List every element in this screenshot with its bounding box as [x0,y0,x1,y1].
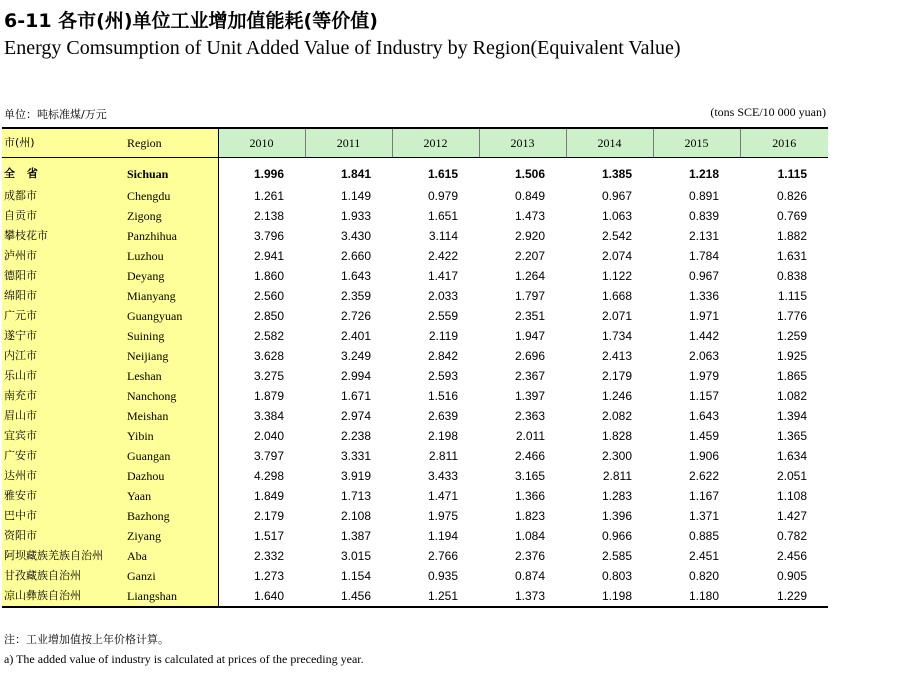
row-value: 1.385 [601,167,632,181]
row-value: 2.063 [688,349,719,363]
table-row [2,386,828,406]
row-value: 2.811 [602,469,632,483]
table-row [2,526,828,546]
row-value: 1.882 [776,229,807,243]
row-value: 0.782 [776,529,807,543]
row-value: 2.542 [601,229,632,243]
table-row [2,466,828,486]
row-value: 2.363 [514,409,545,423]
row-city-cn: 巴中市 [2,506,127,526]
row-value: 3.433 [427,469,458,483]
page-title-en: Energy Comsumption of Unit Added Value of Industry by Region(Equivalent Value) [4,37,681,59]
table-row [2,506,828,526]
row-city-cn: 广元市 [2,306,127,326]
row-value: 2.131 [688,229,719,243]
row-region-en: Panzhihua [127,226,218,246]
row-value: 1.251 [392,586,479,607]
row-value: 1.925 [776,349,807,363]
row-value: 1.115 [777,289,807,303]
row-value: 2.071 [601,309,632,323]
row-value: 1.108 [776,489,807,503]
row-value: 1.261 [253,189,284,203]
row-city-cn: 全 省 [2,158,127,187]
row-region-en: Yaan [127,486,218,506]
row-value: 3.015 [340,549,371,563]
header-year: 2016 [740,128,828,158]
row-value: 1.516 [427,389,458,403]
row-region-en: Aba [127,546,218,566]
row-value: 2.082 [601,409,632,423]
header-year: 2012 [392,128,479,158]
table-row [2,566,828,586]
row-value: 2.011 [515,429,545,443]
page-title-cn: 6-11 各市(州)单位工业增加值能耗(等价值) [4,10,378,32]
row-value: 3.275 [253,369,284,383]
row-city-cn: 宜宾市 [2,426,127,446]
footnote-en: a) The added value of industry is calculated at prices of the preceding year. [4,652,364,666]
header-year: 2010 [218,128,305,158]
row-value: 0.885 [688,529,719,543]
row-value: 1.194 [427,529,458,543]
row-value: 1.264 [514,269,545,283]
table-row [2,406,828,426]
row-value: 1.849 [253,489,284,503]
row-value: 2.051 [776,469,807,483]
row-city-cn: 攀枝花市 [2,226,127,246]
table-row [2,186,828,206]
row-value: 2.726 [340,309,371,323]
row-value: 1.933 [340,209,371,223]
table-row [2,206,828,226]
row-region-en: Sichuan [127,158,218,187]
table-row [2,486,828,506]
row-value: 0.874 [514,569,545,583]
row-value: 2.413 [601,349,632,363]
row-value: 1.442 [688,329,719,343]
row-city-cn: 南充市 [2,386,127,406]
row-value: 1.615 [427,167,458,181]
row-value: 2.179 [601,369,632,383]
table-row [2,246,828,266]
row-value: 2.850 [253,309,284,323]
row-value: 1.734 [601,329,632,343]
row-value: 3.919 [340,469,371,483]
row-value: 1.971 [688,309,719,323]
row-city-cn: 自贡市 [2,206,127,226]
footnote-cn: 注：工业增加值按上年价格计算。 [4,633,169,646]
row-value: 1.776 [776,309,807,323]
row-value: 2.238 [340,429,371,443]
row-value: 1.879 [253,389,284,403]
row-value: 1.115 [777,167,807,181]
row-value: 1.198 [566,586,653,607]
row-value: 2.138 [253,209,284,223]
row-value: 2.422 [427,249,458,263]
row-city-cn: 广安市 [2,446,127,466]
row-value: 0.803 [601,569,632,583]
row-value: 2.108 [340,509,371,523]
row-value: 1.996 [253,167,284,181]
row-value: 1.828 [601,429,632,443]
row-value: 1.149 [340,189,371,203]
row-value: 0.849 [514,189,545,203]
row-city-cn: 内江市 [2,346,127,366]
row-region-en: Suining [127,326,218,346]
row-value: 0.966 [601,529,632,543]
row-value: 2.351 [514,309,545,323]
row-value: 0.891 [688,189,719,203]
table-header [2,128,828,158]
header-city-cn: 市(州) [2,128,127,158]
row-city-cn: 乐山市 [2,366,127,386]
row-value: 1.979 [688,369,719,383]
unit-label-cn: 单位：吨标准煤/万元 [4,108,107,121]
row-value: 1.823 [514,509,545,523]
row-value: 1.371 [688,509,719,523]
row-value: 1.471 [427,489,458,503]
row-value: 2.332 [253,549,284,563]
row-region-en: Yibin [127,426,218,446]
row-value: 0.935 [427,569,458,583]
row-region-en: Luzhou [127,246,218,266]
row-value: 3.249 [340,349,371,363]
row-value: 2.622 [688,469,719,483]
row-city-cn: 绵阳市 [2,286,127,306]
row-value: 1.517 [253,529,284,543]
table-row [2,286,828,306]
table-row [2,586,828,607]
row-value: 2.359 [340,289,371,303]
row-city-cn: 雅安市 [2,486,127,506]
row-value: 2.179 [253,509,284,523]
row-city-cn: 泸州市 [2,246,127,266]
row-value: 1.671 [340,389,371,403]
row-value: 1.167 [688,489,719,503]
row-region-en: Zigong [127,206,218,226]
table-row [2,426,828,446]
row-value: 1.456 [305,586,392,607]
row-region-en: Dazhou [127,466,218,486]
row-value: 1.180 [653,586,740,607]
row-value: 2.811 [428,449,458,463]
row-value: 1.417 [427,269,458,283]
row-city-cn: 阿坝藏族羌族自治州 [2,546,127,566]
row-value: 2.941 [253,249,284,263]
row-value: 2.994 [340,369,371,383]
header-year: 2013 [479,128,566,158]
row-value: 1.218 [688,167,719,181]
header-region-en: Region [127,128,218,158]
row-value: 0.769 [776,209,807,223]
header-year: 2011 [305,128,392,158]
row-value: 1.473 [514,209,545,223]
row-value: 2.376 [514,549,545,563]
row-value: 1.365 [776,429,807,443]
row-value: 2.198 [427,429,458,443]
row-region-en: Meishan [127,406,218,426]
row-region-en: Leshan [127,366,218,386]
table-row [2,266,828,286]
row-value: 1.396 [601,509,632,523]
row-value: 1.651 [427,209,458,223]
table-row [2,346,828,366]
row-city-cn: 德阳市 [2,266,127,286]
row-value: 4.298 [253,469,284,483]
row-region-en: Bazhong [127,506,218,526]
row-value: 1.860 [253,269,284,283]
row-value: 3.114 [428,229,458,243]
row-region-en: Mianyang [127,286,218,306]
row-value: 3.628 [253,349,284,363]
row-region-en: Guangyuan [127,306,218,326]
row-value: 2.593 [427,369,458,383]
row-value: 1.387 [340,529,371,543]
row-city-cn: 凉山彝族自治州 [2,586,127,607]
row-value: 1.394 [776,409,807,423]
row-value: 1.063 [601,209,632,223]
row-value: 1.634 [776,449,807,463]
row-value: 2.367 [514,369,545,383]
row-value: 2.074 [601,249,632,263]
row-value: 0.905 [776,569,807,583]
row-value: 2.585 [601,549,632,563]
row-value: 1.797 [514,289,545,303]
row-value: 1.084 [514,529,545,543]
table-row [2,226,828,246]
row-value: 1.947 [514,329,545,343]
row-region-en: Neijiang [127,346,218,366]
row-value: 1.082 [776,389,807,403]
header-year: 2015 [653,128,740,158]
row-region-en: Guangan [127,446,218,466]
row-value: 1.643 [688,409,719,423]
row-value: 3.796 [253,229,284,243]
row-value: 2.920 [514,229,545,243]
row-value: 3.165 [514,469,545,483]
row-value: 1.397 [514,389,545,403]
energy-consumption-table [2,127,828,608]
row-value: 2.696 [514,349,545,363]
row-value: 2.040 [253,429,284,443]
row-city-cn: 甘孜藏族自治州 [2,566,127,586]
row-value: 1.713 [340,489,371,503]
row-value: 1.865 [776,369,807,383]
table-row [2,326,828,346]
table-row [2,366,828,386]
row-value: 1.427 [776,509,807,523]
unit-label-en: (tons SCE/10 000 yuan) [710,105,826,119]
row-value: 2.119 [428,329,458,343]
row-value: 1.122 [601,269,632,283]
row-value: 3.331 [340,449,371,463]
row-region-en: Liangshan [127,586,218,607]
header-year: 2014 [566,128,653,158]
row-value: 2.660 [340,249,371,263]
row-region-en: Chengdu [127,186,218,206]
row-city-cn: 成都市 [2,186,127,206]
row-region-en: Nanchong [127,386,218,406]
row-value: 1.643 [340,269,371,283]
row-value: 1.373 [479,586,566,607]
row-value: 1.459 [688,429,719,443]
row-value: 2.456 [776,549,807,563]
row-value: 0.967 [601,189,632,203]
row-value: 1.975 [427,509,458,523]
row-value: 0.826 [776,189,807,203]
row-value: 2.974 [340,409,371,423]
row-value: 2.582 [253,329,284,343]
row-value: 1.640 [218,586,305,607]
row-value: 2.560 [253,289,284,303]
row-city-cn: 资阳市 [2,526,127,546]
row-city-cn: 遂宁市 [2,326,127,346]
row-value: 0.839 [688,209,719,223]
row-value: 1.841 [340,167,371,181]
row-value: 2.451 [688,549,719,563]
row-region-en: Ganzi [127,566,218,586]
row-value: 2.401 [340,329,371,343]
row-city-cn: 达州市 [2,466,127,486]
row-value: 1.366 [514,489,545,503]
row-value: 1.906 [688,449,719,463]
table-body [2,158,828,608]
row-value: 3.797 [253,449,284,463]
row-value: 0.967 [688,269,719,283]
table-row [2,306,828,326]
row-value: 1.246 [601,389,632,403]
row-value: 1.668 [601,289,632,303]
row-value: 2.559 [427,309,458,323]
row-value: 1.157 [688,389,719,403]
row-value: 2.300 [601,449,632,463]
row-value: 2.639 [427,409,458,423]
row-value: 1.631 [776,249,807,263]
row-value: 1.273 [253,569,284,583]
row-value: 1.229 [740,586,828,607]
row-city-cn: 眉山市 [2,406,127,426]
row-value: 3.430 [340,229,371,243]
row-value: 1.784 [688,249,719,263]
row-value: 2.207 [514,249,545,263]
row-value: 2.766 [427,549,458,563]
row-value: 0.838 [776,269,807,283]
row-region-en: Deyang [127,266,218,286]
row-value: 1.506 [514,167,545,181]
row-value: 0.820 [688,569,719,583]
table-row-total [2,158,828,187]
row-value: 1.259 [776,329,807,343]
row-value: 1.283 [601,489,632,503]
table-row [2,546,828,566]
table-row [2,446,828,466]
row-value: 1.336 [688,289,719,303]
row-value: 2.466 [514,449,545,463]
row-value: 2.842 [427,349,458,363]
row-value: 1.154 [340,569,371,583]
row-value: 2.033 [427,289,458,303]
row-value: 0.979 [427,189,458,203]
row-value: 3.384 [253,409,284,423]
row-region-en: Ziyang [127,526,218,546]
